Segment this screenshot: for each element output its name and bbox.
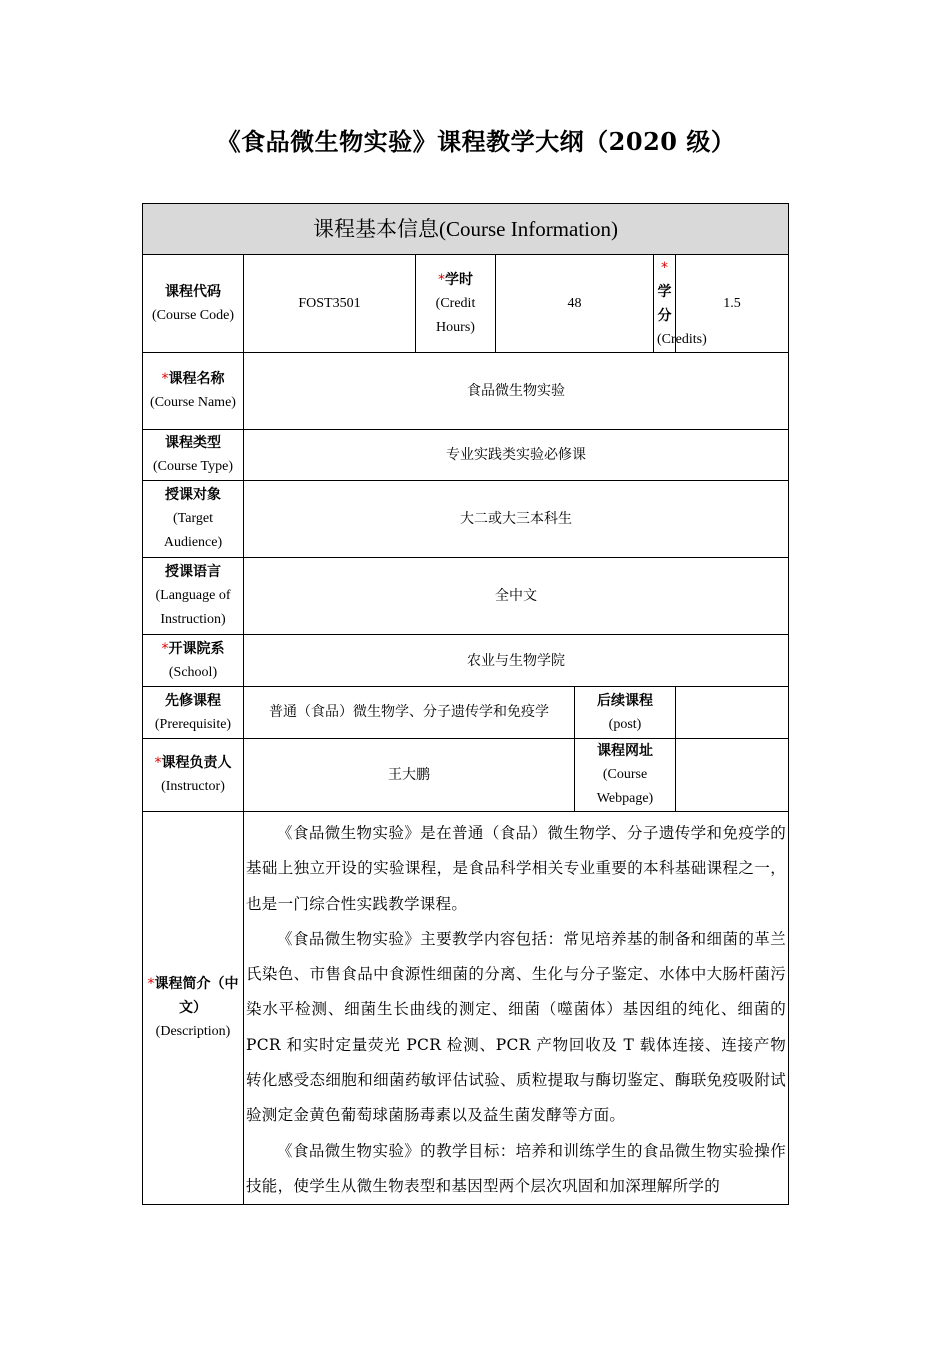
webpage-value <box>676 739 789 812</box>
description-paragraph: 《食品微生物实验》主要教学内容包括：常见培养基的制备和细菌的革兰氏染色、市售食品中食源性细菌的分离、生化与分子鉴定、水体中大肠杆菌污染水平检测、细菌生长曲线的测定、细菌（噬菌体）基因组的纯化、细菌的 PCR 和实时定量荧光 PCR 检测、PCR 产物回收及 T 载体连接、连接产物转化感受态细胞和细菌药敏评估试验、质粒提取与酶切鉴定、酶联免疫吸附试验测定金黄色葡萄球菌肠毒素以及益生菌发酵等方面。 <box>246 929 786 1125</box>
post-value <box>676 687 789 739</box>
credit-hours-label: *学时 (Credit Hours) <box>416 255 496 353</box>
description-label: *课程简介（中文） (Description) <box>143 812 244 1205</box>
credits-value: 1.5 <box>676 255 789 353</box>
instructor-label: *课程负责人 (Instructor) <box>143 739 244 812</box>
target-audience-value: 大二或大三本科生 <box>244 481 789 558</box>
description-content <box>244 812 789 1205</box>
target-audience-label: 授课对象 (Target Audience) <box>143 481 244 558</box>
course-name-value: 食品微生物实验 <box>244 353 789 430</box>
credits-label: *学分 (Credits) <box>654 255 676 353</box>
course-code-value: FOST3501 <box>244 255 416 353</box>
school-value: 农业与生物学院 <box>244 635 789 687</box>
post-label: 后续课程 (post) <box>575 687 676 739</box>
webpage-label: 课程网址 (Course Webpage) <box>575 739 676 812</box>
course-type-value: 专业实践类实验必修课 <box>244 430 789 481</box>
section-header-zh: 课程基本信息 <box>312 217 439 241</box>
course-name-label: *课程名称 (Course Name) <box>143 353 244 430</box>
credit-hours-value: 48 <box>496 255 654 353</box>
school-label: *开课院系 (School) <box>143 635 244 687</box>
section-header <box>143 204 789 255</box>
prerequisite-label: 先修课程 (Prerequisite) <box>143 687 244 739</box>
language-label: 授课语言 (Language of Instruction) <box>143 558 244 635</box>
course-type-label: 课程类型 (Course Type) <box>143 430 244 481</box>
description-paragraph: 《食品微生物实验》是在普通（食品）微生物学、分子遗传学和免疫学的基础上独立开设的实验课程，是食品科学相关专业重要的本科基础课程之一，也是一门综合性实践教学课程。 <box>246 824 786 913</box>
course-code-label: 课程代码 (Course Code) <box>143 255 244 353</box>
description-paragraph: 《食品微生物实验》的教学目标：培养和训练学生的食品微生物实验操作技能，使学生从微生物表型和基因型两个层次巩固和加深理解所学的 <box>246 1141 786 1195</box>
language-value: 全中文 <box>244 558 789 635</box>
document-title: 《食品微生物实验》课程教学大纲（2020 级） <box>216 127 736 156</box>
course-info-table <box>142 203 789 1205</box>
section-header-en: (Course Information) <box>438 217 619 241</box>
instructor-value: 王大鹏 <box>244 739 575 812</box>
prerequisite-value: 普通（食品）微生物学、分子遗传学和免疫学 <box>244 687 575 739</box>
